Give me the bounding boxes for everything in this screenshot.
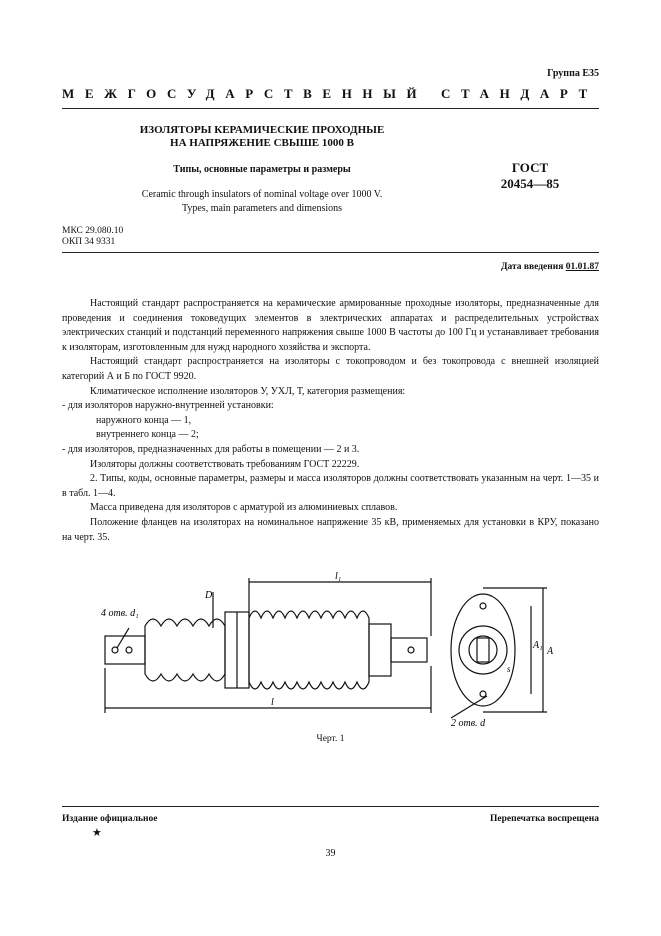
label-l: l — [271, 697, 274, 708]
paragraph-flanges: Положение фланцев на изоляторах на номинальное напряжение 35 кВ, применяемых для установки в КРУ, показано на черт. 35. — [62, 516, 599, 543]
classification-codes — [62, 226, 123, 248]
english-title-line-1: Ceramic through insulators of nominal voltage over 1000 V. — [141, 189, 383, 200]
english-title — [62, 188, 462, 216]
paragraph-scope: Настоящий стандарт распространяется на керамические армированные проходные изоляторы, предназначенные для проведения и соединения токоведущих элементов в электрических аппаратах и распределительных устройствах электрических станций и подстанций переменного напряжения свыше 1000 В частоты до 100 Гц и устанавливает требования к изоляторам, изготовленным для нужд народного хозяйства и экспорта. — [62, 298, 599, 353]
right-terminal — [391, 638, 427, 662]
paragraph-inner-end: внутреннего конца — 2; — [96, 429, 199, 441]
end-view-body — [459, 626, 507, 674]
paragraph-outdoor: - для изоляторов наружно-внутренней установки: — [62, 400, 274, 412]
date-value: 01.01.87 — [565, 262, 599, 272]
end-view-flange — [451, 594, 515, 706]
label-l1: l₁ — [335, 571, 342, 582]
paragraph-indoor: - для изоляторов, предназначенных для работы в помещении — 2 и 3. — [62, 443, 360, 455]
mks-code: МКС 29.080.10 — [62, 226, 124, 236]
gost-label: ГОСТ — [511, 160, 549, 175]
page-number: 39 — [325, 848, 336, 859]
english-title-line-2: Types, main parameters and dimensions — [181, 203, 343, 214]
paragraph-types: 2. Типы, коды, основные параметры, размеры и масса изоляторов должны соответствовать указанным на черт. 1—35 и в табл. 1—4. — [62, 473, 599, 499]
codes-rule — [62, 252, 599, 253]
label-holes-d: 2 отв. d — [451, 718, 486, 728]
title-line-1: ИЗОЛЯТОРЫ КЕРАМИЧЕСКИЕ ПРОХОДНЫЕ — [139, 124, 385, 136]
left-terminal — [105, 636, 145, 664]
star-mark: ★ — [92, 827, 102, 839]
document-subtitle: Типы, основные параметры и размеры — [173, 164, 351, 175]
label-holes: 4 отв. d₁ — [101, 608, 139, 619]
label-D: D — [205, 590, 213, 601]
left-hole-2 — [126, 647, 132, 653]
paragraph-scope-2: Настоящий стандарт распространяется на изоляторы с токопроводом и без токопровода с внешней изоляцией категорий А и Б по ГОСТ 9920. — [62, 356, 599, 382]
gost-designation — [490, 160, 570, 192]
paragraph-requirements: Изоляторы должны соответствовать требованиям ГОСТ 22229. — [90, 458, 360, 470]
insulator-drawing — [95, 568, 575, 728]
official-edition: Издание официальное — [62, 814, 158, 824]
figure-caption: Черт. 1 — [316, 734, 345, 744]
left-sheds — [145, 619, 225, 681]
label-s: s — [507, 664, 511, 674]
gost-number: 20454—85 — [500, 176, 560, 191]
footer-rule — [62, 806, 599, 807]
reprint-prohibited: Перепечатка воспрещена — [489, 814, 599, 824]
okp-code: ОКП 34 9331 — [62, 237, 116, 247]
right-sheds — [249, 611, 369, 689]
standard-banner: МЕЖГОСУДАРСТВЕННЫЙ СТАНДАРТ — [62, 86, 598, 101]
body-text — [62, 297, 599, 545]
right-cap — [369, 624, 391, 676]
introduction-date — [501, 262, 599, 272]
group-code: Группа Е35 — [547, 68, 599, 79]
header-rule — [62, 108, 599, 109]
label-A1: A₁ — [533, 640, 543, 651]
paragraph-mass: Масса приведена для изоляторов с арматурой из алюминиевых сплавов. — [90, 502, 398, 514]
label-A: A — [547, 646, 554, 657]
title-line-2: НА НАПРЯЖЕНИЕ СВЫШЕ 1000 В — [170, 137, 354, 149]
date-label: Дата введения — [500, 262, 564, 272]
document-title — [62, 124, 462, 150]
paragraph-outer-end: наружного конца — 1, — [96, 414, 192, 426]
paragraph-climate: Климатическое исполнение изоляторов У, УХЛ, Т, категория размещения: — [90, 385, 406, 397]
